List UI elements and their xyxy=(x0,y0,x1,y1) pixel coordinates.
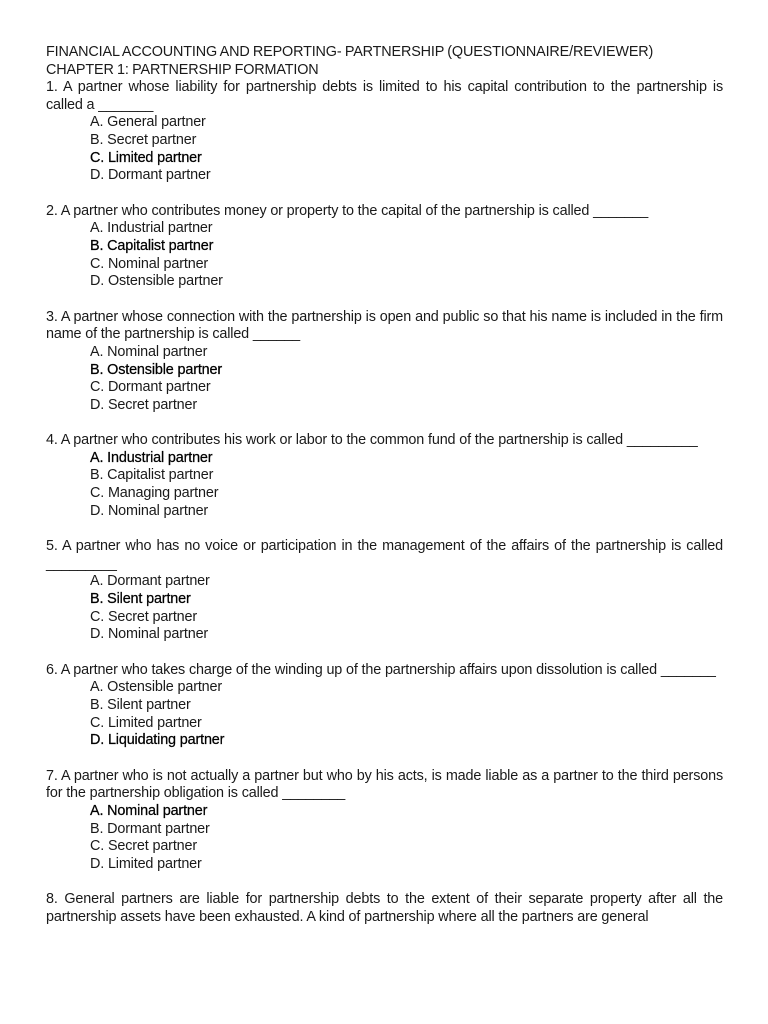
option-list xyxy=(46,573,723,643)
option: B. Capitalist partner xyxy=(90,467,214,484)
option: A. Nominal partner xyxy=(90,343,208,360)
question-spacer xyxy=(46,520,723,538)
option-list xyxy=(46,114,723,184)
question-7 xyxy=(46,768,723,874)
question-stem: 4. A partner who contributes his work or labor to the common fund of the partnership is called _________ xyxy=(46,432,698,449)
question-spacer xyxy=(46,644,723,662)
chapter-heading: CHAPTER 1: PARTNERSHIP FORMATION xyxy=(46,61,319,78)
option-list xyxy=(46,803,723,873)
question-stem: 1. A partner whose liability for partnership debts is limited to his capital contribution to the partnership is called a _______ xyxy=(46,79,723,113)
option: B. Secret partner xyxy=(90,131,197,148)
option: D. Dormant partner xyxy=(90,167,211,184)
question-5 xyxy=(46,538,723,644)
question-2 xyxy=(46,203,723,291)
question-stem: 8. General partners are liable for partnership debts to the extent of their separate property after all the partnership assets have been exhausted. A kind of partnership where all the partners are general xyxy=(46,891,723,925)
option: C. Limited partner xyxy=(90,714,202,731)
option: A. Dormant partner xyxy=(90,573,210,590)
option-list xyxy=(46,450,723,520)
answer-option: B. Ostensible partner xyxy=(90,361,223,378)
question-3 xyxy=(46,309,723,415)
question-stem: 6. A partner who takes charge of the winding up of the partnership affairs upon dissolution is called _______ xyxy=(46,661,716,678)
answer-option: C. Limited partner xyxy=(90,149,202,166)
option: A. Ostensible partner xyxy=(90,679,223,696)
option: D. Limited partner xyxy=(90,855,202,872)
option: D. Ostensible partner xyxy=(90,273,223,290)
option: C. Nominal partner xyxy=(90,255,209,272)
question-list xyxy=(46,79,723,926)
question-stem: 7. A partner who is not actually a partner but who by his acts, is made liable as a partner to the third persons for the partnership obligation is called ________ xyxy=(46,767,723,802)
question-1 xyxy=(46,79,723,185)
question-6 xyxy=(46,662,723,750)
answer-option: B. Silent partner xyxy=(90,591,191,608)
option: C. Secret partner xyxy=(90,838,198,855)
document-page xyxy=(46,44,723,927)
question-4 xyxy=(46,432,723,520)
option: C. Dormant partner xyxy=(90,379,211,396)
question-stem: 5. A partner who has no voice or participation in the management of the affairs of the partnership is called _________ xyxy=(46,538,723,572)
question-spacer xyxy=(46,750,723,768)
answer-option: A. Industrial partner xyxy=(90,449,213,466)
option: C. Secret partner xyxy=(90,608,198,625)
option: C. Managing partner xyxy=(90,485,219,502)
option-list xyxy=(46,220,723,290)
question-spacer xyxy=(46,291,723,309)
answer-option: B. Capitalist partner xyxy=(90,237,214,254)
option-list xyxy=(46,344,723,414)
question-spacer xyxy=(46,873,723,891)
question-spacer xyxy=(46,185,723,203)
option: D. Nominal partner xyxy=(90,626,209,643)
option: D. Secret partner xyxy=(90,396,198,413)
answer-option: D. Liquidating partner xyxy=(90,732,225,749)
question-8 xyxy=(46,891,723,926)
question-spacer xyxy=(46,414,723,432)
question-stem: 2. A partner who contributes money or property to the capital of the partnership is called _______ xyxy=(46,202,649,219)
option: A. General partner xyxy=(90,114,206,131)
option-list xyxy=(46,679,723,749)
question-stem: 3. A partner whose connection with the partnership is open and public so that his name is included in the firm name of the partnership is called ______ xyxy=(46,308,723,343)
option: A. Industrial partner xyxy=(90,220,213,237)
document-title: FINANCIAL ACCOUNTING AND REPORTING- PARTNERSHIP (QUESTIONNAIRE/REVIEWER) xyxy=(46,44,654,60)
option: B. Silent partner xyxy=(90,697,191,713)
option: D. Nominal partner xyxy=(90,502,209,519)
answer-option: A. Nominal partner xyxy=(90,802,208,819)
option: B. Dormant partner xyxy=(90,820,210,837)
